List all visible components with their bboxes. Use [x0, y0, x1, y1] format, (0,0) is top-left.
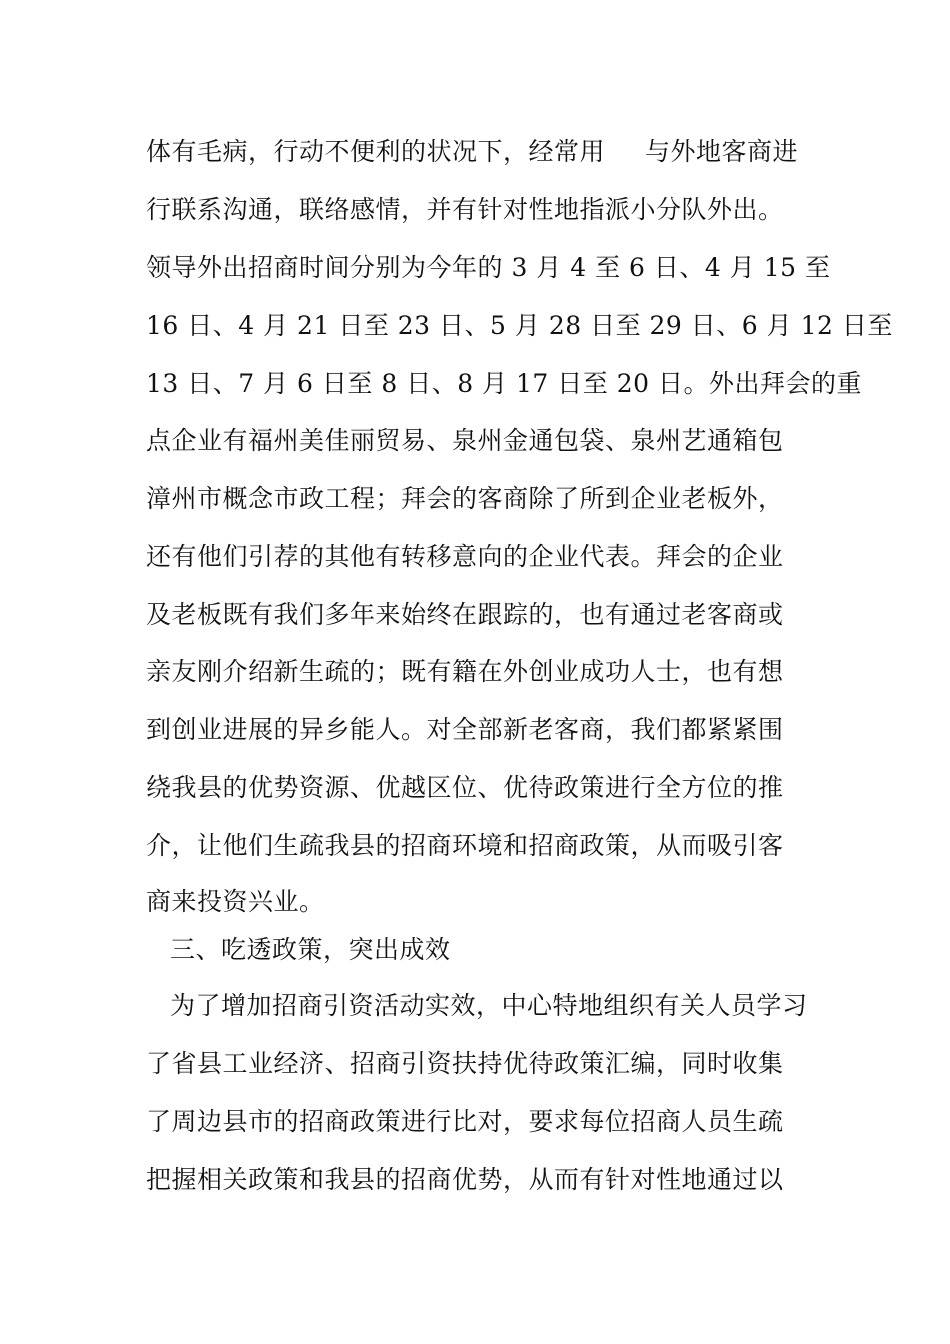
text-line-5: 13 日、7 月 6 日至 8 日、8 月 17 日至 20 日。外出拜会的重 — [146, 369, 862, 398]
text-line-6: 点企业有福州美佳丽贸易、泉州金通包袋、泉州艺通箱包 — [146, 426, 784, 455]
text-line-10: 亲友刚介绍新生疏的；既有籍在外创业成功人士，也有想 — [146, 657, 784, 686]
text-line-11: 到创业进展的异乡能人。对全部新老客商，我们都紧紧围 — [146, 715, 784, 744]
text-line-8: 还有他们引荐的其他有转移意向的企业代表。拜会的企业 — [146, 542, 784, 571]
text-line-19: 把握相关政策和我县的招商优势，从而有针对性地通过以 — [146, 1165, 784, 1194]
text-line-7: 漳州市概念市政工程；拜会的客商除了所到企业老板外， — [146, 484, 784, 513]
text-line-18: 了周边县市的招商政策进行比对，要求每位招商人员生疏 — [146, 1107, 784, 1136]
text-fragment: 体有毛病，行动不便利的状况下，经常用 — [146, 137, 606, 166]
text-line-14: 商来投资兴业。 — [146, 887, 325, 916]
text-line-2: 行联系沟通，联络感情，并有针对性地指派小分队外出。 — [146, 195, 784, 224]
text-line-13: 介，让他们生疏我县的招商环境和招商政策，从而吸引客 — [146, 831, 784, 860]
text-line-9: 及老板既有我们多年来始终在跟踪的，也有通过老客商或 — [146, 600, 784, 629]
text-fragment: 与外地客商进 — [645, 137, 799, 166]
text-line-16: 为了增加招商引资活动实效，中心特地组织有关人员学习 — [170, 991, 808, 1020]
text-line-12: 绕我县的优势资源、优越区位、优待政策进行全方位的推 — [146, 773, 784, 802]
text-line-1 — [146, 132, 826, 172]
section-heading: 三、吃透政策，突出成效 — [170, 935, 451, 964]
text-line-17: 了省县工业经济、招商引资扶持优待政策汇编，同时收集 — [146, 1049, 784, 1078]
text-line-4: 16 日、4 月 21 日至 23 日、5 月 28 日至 29 日、6 月 12 日至 — [146, 311, 893, 340]
text-line-3: 领导外出招商时间分别为今年的 3 月 4 至 6 日、4 月 15 至 — [146, 253, 831, 282]
